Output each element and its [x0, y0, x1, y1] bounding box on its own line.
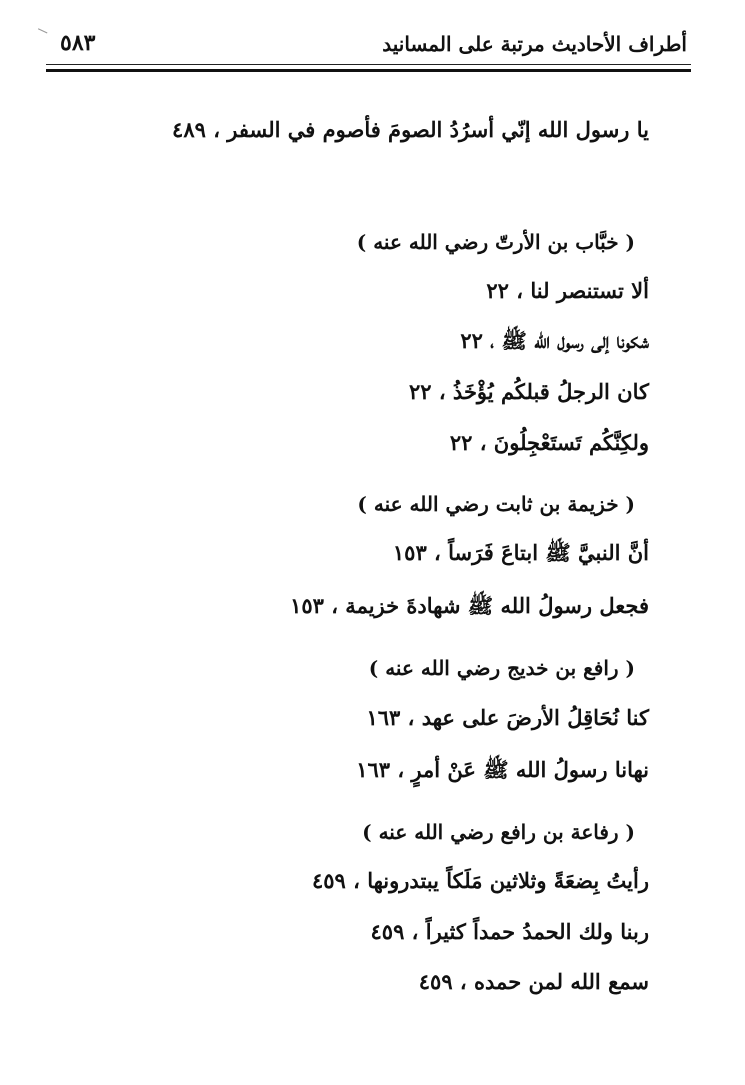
hadith-entry: نهانا رسولُ الله ﷺ عَنْ أمرٍ ، ١٦٣: [356, 757, 649, 782]
running-title: أطراف الأحاديث مرتبة على المسانيد: [382, 32, 687, 56]
scan-mark: [35, 28, 48, 40]
section-heading: ( رفاعة بن رافع رضي الله عنه ): [362, 820, 635, 844]
hadith-entry: كان الرجلُ قبلكُم يُؤْخَذُ ، ٢٢: [408, 379, 649, 404]
section-heading: ( رافع بن خديج رضي الله عنه ): [368, 656, 635, 680]
hadith-entry: يا رسول الله إنّي أسرُدُ الصومَ فأصوم في السفر ، ٤٨٩: [172, 117, 649, 142]
header-rule-thick: [46, 69, 691, 72]
hadith-entry: كنا نُحَاقِلُ الأرضَ على عهد ، ١٦٣: [366, 705, 649, 730]
page-header: [52, 24, 687, 64]
hadith-entry: سمع الله لمن حمده ، ٤٥٩: [418, 969, 649, 994]
hadith-entry: ربنا ولك الحمدُ حمداً كثيراً ، ٤٥٩: [370, 919, 649, 944]
section-heading: ( خزيمة بن ثابت رضي الله عنه ): [357, 492, 635, 516]
section-heading: ( خبَّاب بن الأرتّ رضي الله عنه ): [356, 230, 635, 254]
hadith-entry: شكونا إلى رسول الله ﷺ ، ٢٢: [460, 328, 649, 353]
header-rule-thin: [46, 64, 691, 65]
hadith-entry: أنَّ النبيَّ ﷺ ابتاعَ فَرَساً ، ١٥٣: [392, 540, 649, 565]
hadith-entry: ولكِنَّكُم تَستَعْجِلُونَ ، ٢٢: [449, 430, 649, 455]
hadith-entry: فجعل رسولُ الله ﷺ شهادةَ خزيمة ، ١٥٣: [290, 593, 649, 618]
hadith-entry: رأيتُ بِضعَةً وثلاثين مَلَكاً يبتدرونها ، ٤٥٩: [311, 868, 649, 893]
hadith-entry: ألا تستنصر لنا ، ٢٢: [486, 278, 649, 303]
page-number: ٥٨٣: [60, 30, 96, 56]
